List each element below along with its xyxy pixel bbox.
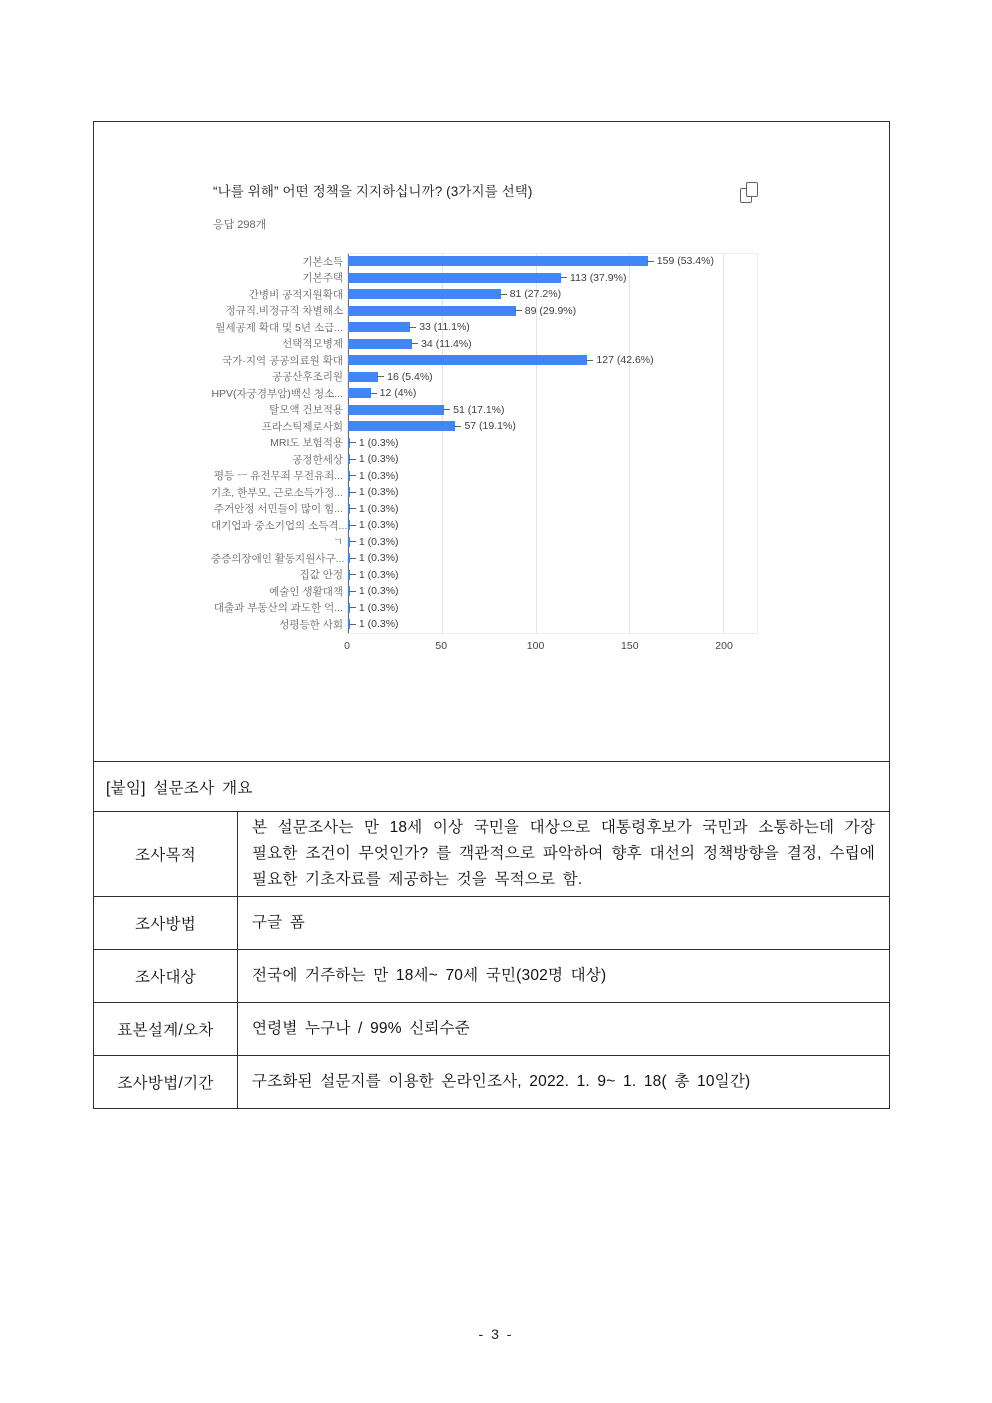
bar (348, 372, 378, 382)
bar-row (211, 286, 758, 303)
bar (348, 289, 501, 299)
bar-category-label: 프라스틱제로사회 (261, 420, 343, 433)
bar-row (211, 270, 758, 287)
bar-row (211, 352, 758, 369)
row-value-cell: 구조화된 설문지를 이용한 온라인조사, 2022. 1. 9~ 1. 18( 총 10일간) (252, 1073, 751, 1090)
row-label-cell: 조사목적 (94, 812, 238, 896)
axis-tick-label: 200 (715, 639, 733, 652)
bar-row (211, 253, 758, 270)
table-row (93, 812, 890, 897)
bar-chart (211, 253, 758, 659)
bar (348, 421, 455, 431)
copy-button[interactable] (740, 182, 758, 203)
bar-value-label: 159 (53.4%) (647, 255, 714, 267)
form-response-card (191, 161, 784, 719)
bar-row (211, 336, 758, 353)
bar-value-label: 89 (29.9%) (515, 305, 576, 317)
table-row (93, 1003, 890, 1056)
bar-row (211, 303, 758, 320)
bar (348, 339, 412, 349)
bar-value-label: 1 (0.3%) (349, 536, 399, 548)
bar-value-label: 33 (11.1%) (409, 321, 470, 333)
bar-row (211, 319, 758, 336)
row-label-cell: 조사방법/기간 (94, 1056, 238, 1108)
bar-category-label: 간병비 공적지원확대 (248, 288, 343, 301)
bar-value-label: 113 (37.9%) (560, 272, 626, 284)
bar-value-label: 127 (42.6%) (586, 354, 653, 366)
survey-overview-table (93, 812, 890, 1109)
bar-row (211, 501, 758, 518)
bar-category-label: 대기업과 중소기업의 소득격... (211, 519, 347, 532)
bar-row (211, 517, 758, 534)
bar-category-label: 성평등한 사회 (279, 618, 343, 631)
bar (348, 355, 587, 365)
bar-category-label: 평등 ㅡ 유전무죄 무전유죄... (213, 470, 343, 483)
page-number: - 3 - (478, 1326, 514, 1342)
bar-value-label: 16 (5.4%) (377, 371, 433, 383)
table-row (93, 950, 890, 1003)
bar-value-label: 1 (0.3%) (349, 453, 399, 465)
bar-category-label: HPV(자궁경부암)백신 청소... (211, 387, 343, 400)
axis-tick-label: 0 (344, 639, 350, 652)
bar-row (211, 616, 758, 633)
row-label-cell: 조사대상 (94, 950, 238, 1002)
row-value-cell: 전국에 거주하는 만 18세~ 70세 국민(302명 대상) (252, 967, 607, 984)
bar-category-label: 공정한세상 (292, 453, 343, 466)
figure-border-box (93, 121, 890, 762)
bar-value-label: 1 (0.3%) (349, 618, 399, 630)
bar-value-label: 1 (0.3%) (349, 437, 399, 449)
axis-tick-label: 150 (621, 639, 639, 652)
bar-value-label: 34 (11.4%) (411, 338, 472, 350)
bar-category-label: 기본소득 (302, 255, 343, 268)
bar-row (211, 435, 758, 452)
chart-title: “나를 위해” 어떤 정책을 지지하십니까? (3가지를 선택) (213, 184, 533, 199)
bar-row (211, 418, 758, 435)
x-axis (344, 633, 758, 659)
bar-value-label: 57 (19.1%) (454, 420, 515, 432)
bar-row (211, 550, 758, 567)
bar-value-label: 81 (27.2%) (500, 288, 561, 300)
bar-category-label: 국가·지역 공공의료원 확대 (222, 354, 343, 367)
bar-value-label: 1 (0.3%) (349, 503, 399, 515)
bar-category-label: MRI도 보험적용 (270, 437, 343, 450)
bar (348, 256, 648, 266)
bar-category-label: ㄱ (332, 536, 343, 549)
bar-rows (211, 253, 758, 633)
bar-value-label: 1 (0.3%) (349, 585, 399, 597)
row-value-cell: 본 설문조사는 만 18세 이상 국민을 대상으로 대통령후보가 국민과 소통하는데 가장 필요한 조건이 무엇인가? 를 객관적으로 파악하여 향후 대선의 정책방향을 결정, 수립에 필요한 기초자료를 제공하는 것을 목적으로 함. (252, 819, 875, 888)
bar-value-label: 12 (4%) (370, 387, 417, 399)
bar-row (211, 567, 758, 584)
bar (348, 322, 410, 332)
bar-category-label: 주거안정 서민들이 많이 힘... (213, 503, 343, 516)
bar-row (211, 369, 758, 386)
bar-row (211, 402, 758, 419)
bar-value-label: 1 (0.3%) (349, 470, 399, 482)
attachment-caption: [붙임] 설문조사 개요 (93, 762, 890, 812)
bar-category-label: 기초, 한부모, 근로소득가정... (211, 486, 343, 499)
google-forms-screenshot (186, 146, 788, 732)
bar-row (211, 385, 758, 402)
bar-value-label: 1 (0.3%) (349, 552, 399, 564)
bar-value-label: 1 (0.3%) (349, 519, 399, 531)
bar-category-label: 월세공제 확대 및 5년 소급... (215, 321, 343, 334)
bar-category-label: 집값 안정 (299, 569, 343, 582)
bar-value-label: 51 (17.1%) (443, 404, 504, 416)
table-row (93, 1056, 890, 1109)
row-label-cell: 조사방법 (94, 897, 238, 949)
bar-category-label: 기본주택 (302, 272, 343, 285)
bar-category-label: 중증의장애인 활동지원사구... (211, 552, 345, 565)
bar-row (211, 451, 758, 468)
axis-tick-label: 50 (435, 639, 448, 652)
bar-category-label: 대출과 부동산의 과도한 억... (213, 602, 343, 615)
bar-row (211, 583, 758, 600)
bar-row (211, 534, 758, 551)
bar-category-label: 탈모액 건보적용 (269, 404, 343, 417)
bar-value-label: 1 (0.3%) (349, 486, 399, 498)
bar-category-label: 예술인 생활대책 (269, 585, 343, 598)
bar-category-label: 정규직.비정규직 차별해소 (225, 305, 343, 318)
row-label-cell: 표본설계/오차 (94, 1003, 238, 1055)
bar (348, 405, 444, 415)
bar (348, 273, 561, 283)
bar-value-label: 1 (0.3%) (349, 569, 399, 581)
axis-tick-label: 100 (526, 639, 545, 652)
bar-row (211, 484, 758, 501)
bar-row (211, 468, 758, 485)
bar-category-label: 공공산후조리원 (271, 371, 343, 384)
row-value-cell: 구글 폼 (252, 914, 306, 931)
response-count: 응답 298개 (213, 219, 267, 231)
bar (348, 388, 371, 398)
document-page (93, 121, 890, 1109)
bar (348, 306, 516, 316)
bar-category-label: 선택적모병제 (282, 338, 343, 351)
bar-value-label: 1 (0.3%) (349, 602, 399, 614)
bar-row (211, 600, 758, 617)
row-value-cell: 연령별 누구나 / 99% 신뢰수준 (252, 1020, 470, 1037)
table-row (93, 897, 890, 950)
